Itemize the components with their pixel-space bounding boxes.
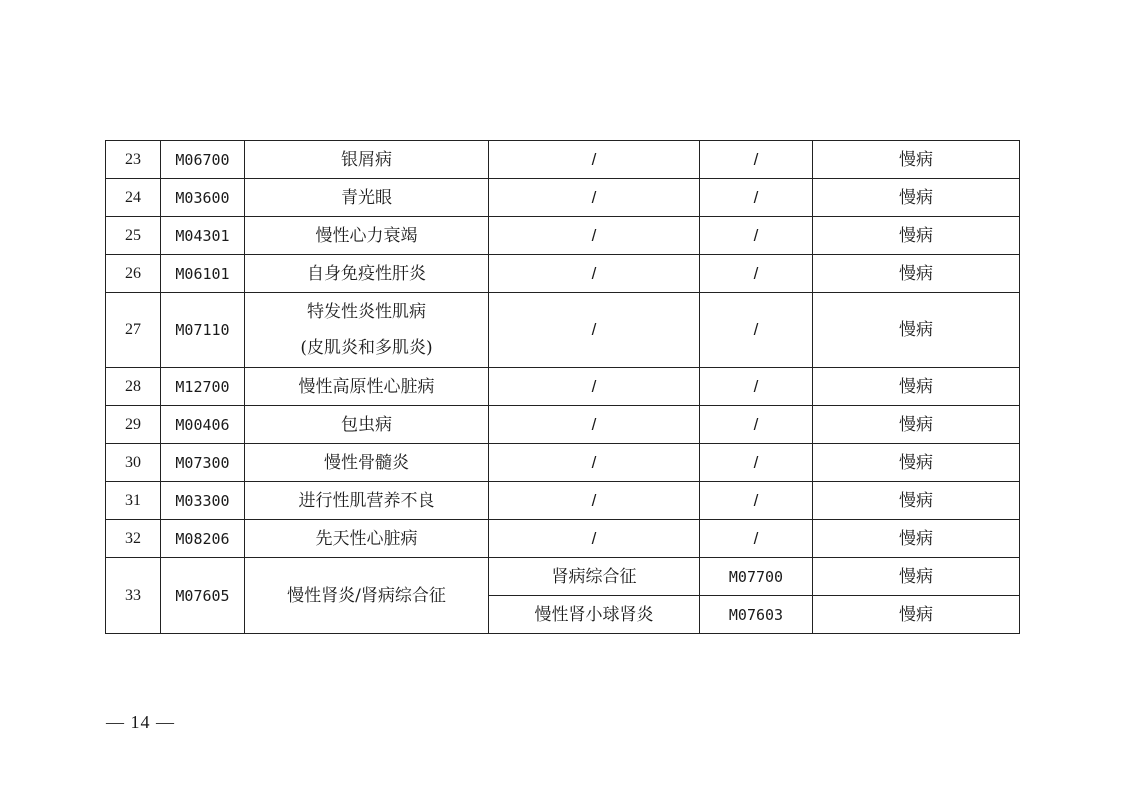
table-row [106, 368, 1020, 406]
disease-name-line: 特发性炎性肌病 [307, 302, 426, 322]
disease-name: 青光眼 [245, 179, 489, 217]
sub-disease-code: M07700 [700, 558, 813, 596]
disease-category: 慢病 [813, 406, 1020, 444]
disease-table [105, 140, 1020, 634]
page-number: — 14 — [106, 712, 175, 732]
sub-disease-name: / [489, 141, 700, 179]
sub-disease-code: / [700, 368, 813, 406]
disease-code: M06700 [161, 141, 245, 179]
disease-category: 慢病 [813, 482, 1020, 520]
row-number: 25 [106, 217, 161, 255]
table-row [106, 558, 1020, 596]
disease-name: 慢性肾炎/肾病综合征 [245, 558, 489, 634]
sub-disease-name: / [489, 255, 700, 293]
table-row [106, 293, 1020, 368]
sub-disease-name: / [489, 368, 700, 406]
disease-code: M07300 [161, 444, 245, 482]
table-row [106, 444, 1020, 482]
sub-disease-name: 慢性肾小球肾炎 [489, 596, 700, 634]
disease-code: M04301 [161, 217, 245, 255]
sub-disease-code: M07603 [700, 596, 813, 634]
disease-category: 慢病 [813, 141, 1020, 179]
disease-category: 慢病 [813, 368, 1020, 406]
disease-category: 慢病 [813, 293, 1020, 368]
disease-name: 银屑病 [245, 141, 489, 179]
sub-disease-code: / [700, 444, 813, 482]
sub-disease-code: / [700, 141, 813, 179]
sub-disease-name: / [489, 217, 700, 255]
disease-name: 慢性骨髓炎 [245, 444, 489, 482]
disease-category: 慢病 [813, 255, 1020, 293]
disease-name: 自身免疫性肝炎 [245, 255, 489, 293]
sub-disease-name: / [489, 179, 700, 217]
disease-category: 慢病 [813, 179, 1020, 217]
sub-disease-name: / [489, 406, 700, 444]
table-row [106, 406, 1020, 444]
sub-disease-name: / [489, 293, 700, 368]
disease-category: 慢病 [813, 520, 1020, 558]
disease-name: 包虫病 [245, 406, 489, 444]
table-row [106, 255, 1020, 293]
disease-code: M08206 [161, 520, 245, 558]
row-number: 24 [106, 179, 161, 217]
disease-code: M07605 [161, 558, 245, 634]
disease-category: 慢病 [813, 558, 1020, 596]
sub-disease-code: / [700, 482, 813, 520]
sub-disease-code: / [700, 255, 813, 293]
sub-disease-code: / [700, 217, 813, 255]
sub-disease-code: / [700, 179, 813, 217]
table-row [106, 217, 1020, 255]
sub-disease-code: / [700, 406, 813, 444]
row-number: 33 [106, 558, 161, 634]
disease-code: M06101 [161, 255, 245, 293]
disease-name: 慢性高原性心脏病 [245, 368, 489, 406]
sub-disease-name: / [489, 520, 700, 558]
disease-code: M03600 [161, 179, 245, 217]
sub-disease-code: / [700, 520, 813, 558]
row-number: 31 [106, 482, 161, 520]
disease-code: M12700 [161, 368, 245, 406]
sub-disease-name: 肾病综合征 [489, 558, 700, 596]
disease-code: M03300 [161, 482, 245, 520]
sub-disease-name: / [489, 444, 700, 482]
disease-category: 慢病 [813, 217, 1020, 255]
sub-disease-name: / [489, 482, 700, 520]
table-row [106, 179, 1020, 217]
row-number: 28 [106, 368, 161, 406]
row-number: 26 [106, 255, 161, 293]
disease-code: M00406 [161, 406, 245, 444]
disease-name: 先天性心脏病 [245, 520, 489, 558]
row-number: 32 [106, 520, 161, 558]
row-number: 23 [106, 141, 161, 179]
row-number: 29 [106, 406, 161, 444]
disease-name-line: (皮肌炎和多肌炎) [300, 338, 433, 358]
disease-name [245, 293, 489, 368]
disease-code: M07110 [161, 293, 245, 368]
disease-name: 慢性心力衰竭 [245, 217, 489, 255]
disease-category: 慢病 [813, 444, 1020, 482]
row-number: 30 [106, 444, 161, 482]
disease-category: 慢病 [813, 596, 1020, 634]
table-row [106, 141, 1020, 179]
disease-name: 进行性肌营养不良 [245, 482, 489, 520]
sub-disease-code: / [700, 293, 813, 368]
table-row [106, 482, 1020, 520]
row-number: 27 [106, 293, 161, 368]
table-row [106, 520, 1020, 558]
